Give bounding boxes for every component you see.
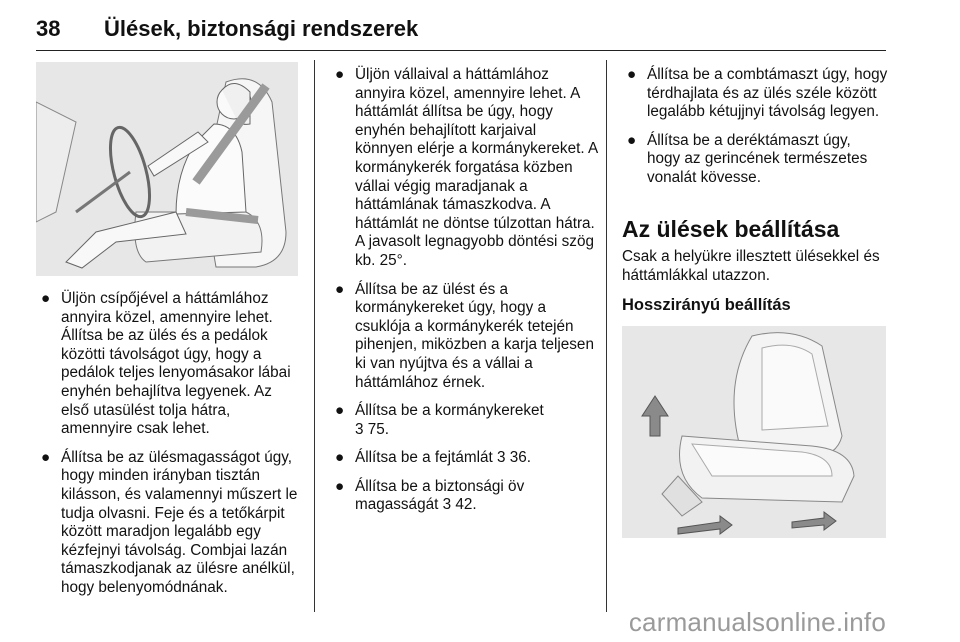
section-intro: Csak a helyükre illesztett ülésekkel és háttámlákkal utazzon. [622, 248, 880, 284]
bullet-icon: ● [335, 280, 345, 298]
column-divider-2 [606, 60, 607, 612]
page-reference-arrow-icon: 3 [355, 420, 364, 438]
column-divider-1 [314, 60, 315, 612]
driver-seating-illustration [36, 62, 298, 276]
bullet-icon: ● [627, 66, 637, 83]
page-header [36, 12, 886, 51]
bullet-text: Üljön vállaival a háttámlához annyira közel, amennyire lehet. A háttámlát állítsa be úgy, hogy enyhén behajlított karjaival könnyen elérje a kormánykereket. A kormánykerék forgatása közben vállai végig maradjanak a háttámlának támaszkodva. A háttámlát ne döntse túlzottan hátra. A javasolt legnagyobb döntési szög kb. 25°. [355, 66, 598, 269]
bullet-text: Állítsa be a fejtámlát [355, 449, 493, 467]
watermark: carmanualsonline.info [628, 607, 886, 637]
bullet-icon: ● [335, 66, 345, 83]
column3-bullet-list [622, 66, 888, 188]
bullet-text: Állítsa be a kormánykereket [355, 402, 544, 420]
list-item [330, 478, 598, 515]
seat-adjustment-drawing [622, 326, 886, 538]
bullet-text: Állítsa be az ülést és a kormánykereket úgy, hogy a csuklója a kormánykerék tetején pihenjen, miközben a karja teljesen ki van nyújtva és a vállai a háttámlához érnek. [355, 280, 594, 391]
column2-text [330, 66, 598, 525]
list-item [330, 449, 598, 468]
page-reference-link[interactable]: 36. [509, 449, 532, 467]
list-item [330, 66, 598, 271]
column1-text [36, 290, 298, 608]
page-reference-link[interactable]: 42. [455, 496, 477, 514]
bullet-text: Állítsa be a deréktámaszt úgy, hogy az gerincének természetes vonalát kövesse. [647, 131, 868, 186]
list-item [330, 281, 598, 393]
column2-bullet-list [330, 66, 598, 515]
column3-text [622, 66, 888, 198]
column1-bullet-list [36, 290, 298, 598]
seat-adjustment-illustration [622, 326, 886, 538]
list-item [622, 66, 888, 122]
section-title: Az ülések beállítása [622, 216, 840, 242]
bullet-icon: ● [41, 290, 51, 307]
page-title: Ülések, biztonsági rendszerek [104, 16, 419, 41]
list-item [622, 132, 888, 188]
bullet-text: Állítsa be a combtámaszt úgy, hogy térdhajlata és az ülés széle között legalább kétujjnyi távolság legyen. [647, 66, 888, 121]
bullet-icon: ● [41, 448, 51, 466]
bullet-icon: ● [335, 449, 345, 467]
page-number: 38 [36, 16, 61, 41]
page-reference-link[interactable]: 75. [367, 420, 390, 438]
bullet-icon: ● [335, 402, 345, 420]
list-item [36, 449, 298, 598]
bullet-icon: ● [335, 477, 345, 495]
driver-seating-drawing [36, 62, 298, 276]
bullet-icon: ● [627, 131, 637, 149]
list-item [36, 290, 298, 439]
subsection-title: Hosszirányú beállítás [622, 296, 791, 314]
bullet-text: Állítsa be az ülésmagasságot úgy, hogy minden irányban tisztán kilásson, és valamennyi műszert le tudja olvasni. Feje és a tetőkárpit között maradjon legalább egy kézfejnyi távolság. Combjai lazán támaszkodjanak az ülésre anélkül, hogy belenyomódnának. [61, 448, 298, 596]
page-reference-arrow-icon: 3 [497, 449, 506, 467]
bullet-text: Üljön csípőjével a háttámlához annyira közel, amennyire lehet. Állítsa be az ülés és a pedálok közötti távolságot úgy, hogy a pedálok teljes lenyomásakor lábai enyhén behajlítva legyenek. Az első utasülést tolja hátra, amennyire csak lehet. [61, 290, 291, 438]
bullet-text: Állítsa be a biztonsági öv magasságát [355, 477, 525, 514]
page-reference-arrow-icon: 3 [442, 496, 452, 514]
list-item [330, 402, 598, 439]
